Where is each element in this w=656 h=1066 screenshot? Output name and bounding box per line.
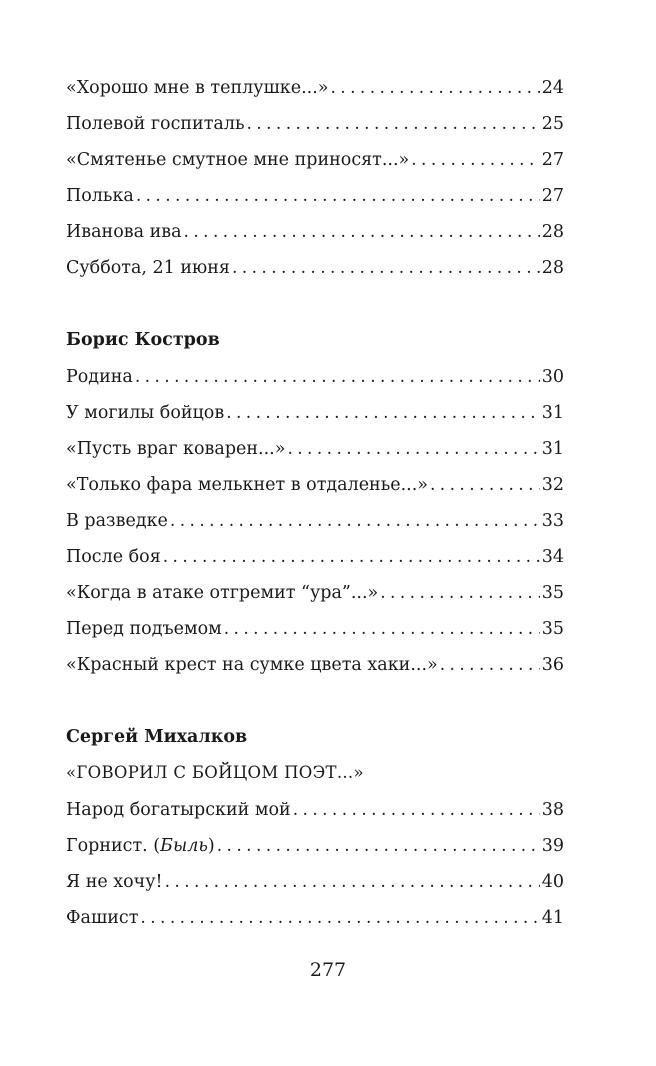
author-heading: Борис Костров: [66, 330, 220, 350]
toc-entry-title-part: Горнист. (: [66, 836, 161, 856]
toc-entry-title: «Только фара мелькнет в отдаленье...»: [66, 475, 428, 495]
toc-entry: [66, 110, 564, 138]
author-heading: Сергей Михалков: [66, 727, 248, 747]
dot-leader: [380, 579, 539, 607]
dot-leader: [411, 146, 539, 174]
toc-entry-page: 39: [541, 836, 564, 856]
toc-entry: [66, 796, 564, 824]
dot-leader: [165, 868, 540, 896]
toc-entry-title-part: ): [207, 836, 215, 856]
toc-entry-title: Иванова ива: [66, 222, 182, 242]
toc-entry-title: «Хорошо мне в теплушке...»: [66, 78, 329, 98]
dot-leader: [224, 615, 540, 643]
toc-entry-title: «Смятенье смутное мне приносят...»: [66, 150, 410, 170]
toc-entry: [66, 904, 564, 932]
toc-entry: [66, 435, 564, 463]
dot-leader: [430, 471, 540, 499]
toc-entry-title: Полька: [66, 186, 134, 206]
toc-entry-page: 30: [541, 367, 564, 387]
toc-entry-title: «Красный крест на сумке цвета хаки...»: [66, 655, 438, 675]
toc-entry-title: После боя: [66, 547, 161, 567]
toc-entry-title: Перед подъемом: [66, 619, 222, 639]
toc-entry: [66, 471, 564, 499]
page-number: 277: [309, 959, 347, 981]
toc-entry-title: Я не хочу!: [66, 872, 163, 892]
dot-leader: [287, 435, 539, 463]
toc-entry: [66, 579, 564, 607]
toc-entry-page: 31: [541, 403, 564, 423]
toc-entry-page: 41: [541, 908, 564, 928]
toc-entry: [66, 543, 564, 571]
toc-entry-page: 28: [541, 258, 564, 278]
dot-leader: [136, 182, 540, 210]
toc-entry-page: 40: [541, 872, 564, 892]
toc-entry: [66, 399, 564, 427]
toc-entry: [66, 74, 564, 102]
toc-entry-page: 38: [541, 800, 564, 820]
toc-entry: [66, 507, 564, 535]
toc-entry-page: 34: [541, 547, 564, 567]
toc-entry-page: 27: [541, 150, 564, 170]
dot-leader: [170, 507, 540, 535]
toc-entry: [66, 832, 564, 860]
toc-entry-title: Родина: [66, 367, 133, 387]
toc-entry-title: «Когда в атаке отгремит “ура”...»: [66, 583, 379, 603]
dot-leader: [232, 254, 540, 282]
toc-entry-page: 28: [541, 222, 564, 242]
toc-entry-page: 24: [541, 78, 564, 98]
toc-entry-title: [66, 832, 215, 860]
toc-entry-page: 25: [541, 114, 564, 134]
dot-leader: [163, 543, 540, 571]
dot-leader: [226, 399, 540, 427]
toc-entry-title-italic: Быль: [160, 836, 208, 856]
toc-entry: [66, 615, 564, 643]
toc-entry-page: 32: [541, 475, 564, 495]
dot-leader: [184, 218, 540, 246]
toc-entry-title: Суббота, 21 июня: [66, 258, 230, 278]
toc-entry-page: 31: [541, 439, 564, 459]
toc-entry: [66, 254, 564, 282]
toc-entry: [66, 868, 564, 896]
toc-entry: [66, 146, 564, 174]
dot-leader: [293, 796, 540, 824]
toc-entry-title: «Пусть враг коварен...»: [66, 439, 286, 459]
section-heading: «ГОВОРИЛ С БОЙЦОМ ПОЭТ...»: [66, 763, 364, 782]
toc-entry: [66, 363, 564, 391]
toc-entry-page: 36: [541, 655, 564, 675]
toc-entry-page: 35: [541, 583, 564, 603]
toc-entry: [66, 651, 564, 679]
toc-entry-page: 33: [541, 511, 564, 531]
toc-entry: [66, 182, 564, 210]
toc-entry-title: Полевой госпиталь: [66, 114, 245, 134]
toc-entry-title: Фашист: [66, 908, 139, 928]
toc-entry-page: 35: [541, 619, 564, 639]
dot-leader: [217, 832, 540, 860]
dot-leader: [331, 74, 540, 102]
dot-leader: [246, 110, 539, 138]
dot-leader: [135, 363, 540, 391]
toc-entry-title: Народ богатырский мой: [66, 800, 291, 820]
toc-entry-title: У могилы бойцов: [66, 403, 225, 423]
dot-leader: [140, 904, 539, 932]
toc-entry-page: 27: [541, 186, 564, 206]
dot-leader: [440, 651, 540, 679]
toc-entry: [66, 218, 564, 246]
toc-entry-title: В разведке: [66, 511, 168, 531]
